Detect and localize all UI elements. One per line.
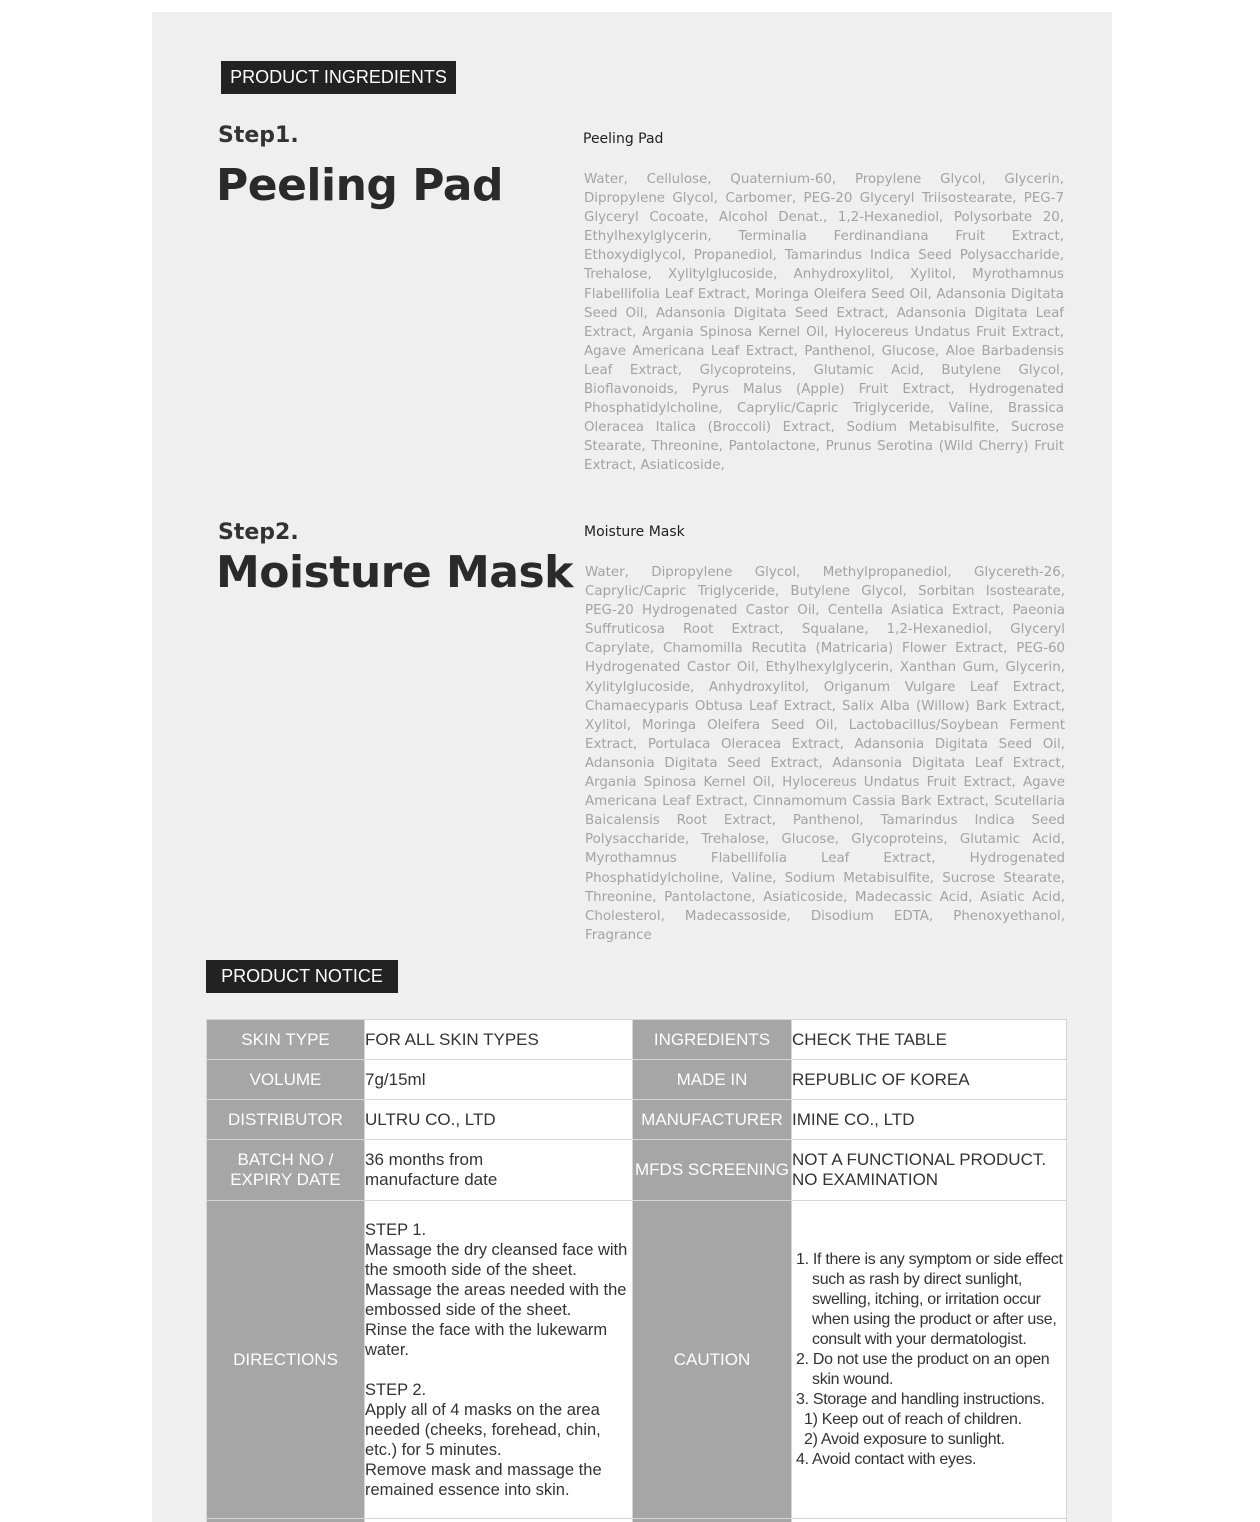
caution-item: 2. Do not use the product on an open skin wound.: [796, 1350, 1050, 1388]
table-row: [207, 1519, 1067, 1522]
caution-subitem: 1) Keep out of reach of children.: [804, 1410, 1022, 1428]
step2-ingredient-heading: Moisture Mask: [584, 524, 685, 540]
skin-type-header: SKIN TYPE: [207, 1020, 365, 1060]
mfds-value-line2: NO EXAMINATION: [792, 1170, 939, 1189]
caution-item: 1. If there is any symptom or side effect such as rash by direct sunlight, swelling, itching, or irritation occur when using the product or after use, consult with your dermatologist.: [796, 1250, 1063, 1348]
table-row: [207, 1140, 1067, 1201]
table-cell: [792, 1519, 1067, 1522]
table-row: [207, 1020, 1067, 1060]
batch-value-line1: 36 months from: [365, 1150, 484, 1169]
volume-value: 7g/15ml: [365, 1060, 633, 1100]
caution-subitem: 2) Avoid exposure to sunlight.: [804, 1430, 1005, 1448]
step2-ingredient-list: Water, Dipropylene Glycol, Methylpropanediol, Glycereth-26, Caprylic/Capric Triglyceride, Butylene Glycol, Sorbitan Isostearate, PEG-20 Hydrogenated Castor Oil, Centella Asiatica Extract, Paeonia Suffruticosa Root Extract, Squalane, 1,2-Hexanediol, Glyceryl Caprylate, Chamomilla Recutita (Matricaria) Flower Extract, PEG-60 Hydrogenated Castor Oil, Ethylhexylglycerin, Xanthan Gum, Glycerin, Xylitylglucoside, Anhydroxylitol, Origanum Vulgare Leaf Extract, Chamaecyparis Obtusa Leaf Extract, Salix Alba (Willow) Bark Extract, Xylitol, Moringa Oleifera Seed Oil, Lactobacillus/Soybean Ferment Extract, Portulaca Oleracea Extract, Adansonia Digitata Seed Oil, Adansonia Digitata Seed Extract, Adansonia Digitata Leaf Extract, Argania Spinosa Kernel Oil, Hylocereus Undatus Fruit Extract, Agave Americana Leaf Extract, Cinnamomum Cassia Bark Extract, Scutellaria Baicalensis Root Extract, Panthenol, Tamarindus Indica Seed Polysaccharide, Trehalose, Glucose, Glycoproteins, Glutamic Acid, Myrothamnus Flabellifolia Leaf Extract, Hydrogenated Phosphatidylcholine, Valine, Sodium Metabisulfite, Sucrose Stearate, Threonine, Pantolactone, Asiaticoside, Madecassic Acid, Asiatic Acid, Cholesterol, Madecassoside, Disodium EDTA, Phenoxyethanol, Fragrance: [585, 565, 1065, 943]
manufacturer-value: IMINE CO., LTD: [792, 1100, 1067, 1140]
caution-list: [792, 1250, 1066, 1470]
product-detail-panel: [152, 12, 1112, 1522]
directions-step1: STEP 1. Massage the dry cleansed face with the smooth side of the sheet. Massage the areas needed with the embossed side of the sheet. Rinse the face with the lukewarm water.: [365, 1220, 628, 1359]
ingredients-section-tag: PRODUCT INGREDIENTS: [221, 61, 456, 94]
step2-label: Step2.: [218, 520, 299, 545]
mfds-screening-header: MFDS SCREENING: [633, 1140, 792, 1201]
mfds-screening-value: [792, 1140, 1067, 1201]
ingredients-header: INGREDIENTS: [633, 1020, 792, 1060]
table-row: [207, 1100, 1067, 1140]
manufacturer-header: MANUFACTURER: [633, 1100, 792, 1140]
ingredients-value: CHECK THE TABLE: [792, 1020, 1067, 1060]
skin-type-value: FOR ALL SKIN TYPES: [365, 1020, 633, 1060]
step1-ingredient-list: Water, Cellulose, Quaternium-60, Propylene Glycol, Glycerin, Dipropylene Glycol, Carbomer, PEG-20 Glyceryl Triisostearate, PEG-7 Glyceryl Cocoate, Alcohol Denat., 1,2-Hexanediol, Polysorbate 20, Ethylhexylglycerin, Terminalia Ferdinandiana Fruit Extract, Ethoxydiglycol, Propanediol, Tamarindus Indica Seed Polysaccharide, Trehalose, Xylitylglucoside, Anhydroxylitol, Xylitol, Myrothamnus Flabellifolia Leaf Extract, Moringa Oleifera Seed Oil, Adansonia Digitata Seed Oil, Adansonia Digitata Seed Extract, Adansonia Digitata Leaf Extract, Argania Spinosa Kernel Oil, Hylocereus Undatus Fruit Extract, Agave Americana Leaf Extract, Panthenol, Glucose, Aloe Barbadensis Leaf Extract, Glycoproteins, Glutamic Acid, Butylene Glycol, Bioflavonoids, Pyrus Malus (Apple) Fruit Extract, Hydrogenated Phosphatidylcholine, Caprylic/Capric Triglyceride, Valine, Brassica Oleracea Italica (Broccoli) Extract, Sodium Metabisulfite, Sucrose Stearate, Threonine, Pantolactone, Prunus Serotina (Wild Cherry) Fruit Extract, Asiaticoside,: [584, 172, 1064, 474]
table-cell: [365, 1519, 633, 1522]
caution-item: 4. Avoid contact with eyes.: [796, 1450, 977, 1468]
step1-label: Step1.: [218, 123, 299, 148]
mfds-value-line1: NOT A FUNCTIONAL PRODUCT.: [792, 1150, 1047, 1169]
caution-header: CAUTION: [633, 1201, 792, 1519]
table-row: [207, 1201, 1067, 1519]
step2-title: Moisture Mask: [216, 547, 573, 598]
step1-title: Peeling Pad: [216, 160, 503, 211]
volume-header: VOLUME: [207, 1060, 365, 1100]
batch-expiry-value: [365, 1140, 633, 1201]
batch-expiry-header: [207, 1140, 365, 1201]
table-cell: [207, 1519, 365, 1522]
table-cell: [633, 1519, 792, 1522]
notice-section-tag: PRODUCT NOTICE: [206, 960, 398, 993]
directions-value: [365, 1201, 633, 1519]
caution-item: 3. Storage and handling instructions.: [796, 1390, 1045, 1408]
product-notice-table: [206, 1019, 1067, 1522]
batch-header-line1: BATCH NO /: [237, 1150, 334, 1169]
batch-header-line2: EXPIRY DATE: [230, 1170, 341, 1189]
directions-step2: STEP 2. Apply all of 4 masks on the area needed (cheeks, forehead, chin, etc.) for 5 minutes. Remove mask and massage the remained essence into skin.: [365, 1380, 602, 1499]
table-row: [207, 1060, 1067, 1100]
distributor-value: ULTRU CO., LTD: [365, 1100, 633, 1140]
caution-value: [792, 1201, 1067, 1519]
distributor-header: DISTRIBUTOR: [207, 1100, 365, 1140]
directions-header: DIRECTIONS: [207, 1201, 365, 1519]
made-in-header: MADE IN: [633, 1060, 792, 1100]
batch-value-line2: manufacture date: [365, 1170, 498, 1189]
step1-ingredient-heading: Peeling Pad: [583, 131, 664, 147]
made-in-value: REPUBLIC OF KOREA: [792, 1060, 1067, 1100]
